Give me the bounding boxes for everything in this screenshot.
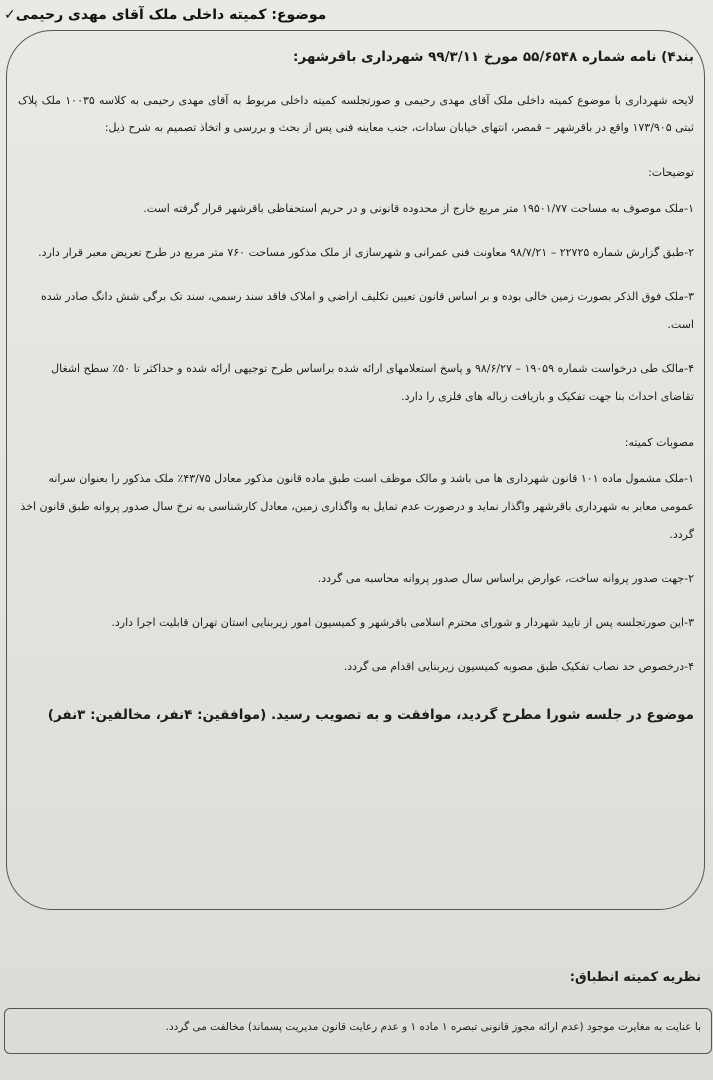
explanations-label: توضیحات: bbox=[648, 166, 694, 179]
explanation-item: ۱-ملک موصوف به مساحت ۱۹۵۰۱/۷۷ متر مربع خارج از محدوده قانونی و در حریم استحفاظی باقرشهر قرار گرفته است. bbox=[143, 202, 694, 215]
final-decision: موضوع در جلسه شورا مطرح گردید، موافقت و به تصویب رسید. (موافقین: ۴نفر، مخالفین: ۳نفر) bbox=[47, 707, 694, 723]
resolution-item: ۱-ملک مشمول ماده ۱۰۱ قانون شهرداری ها می باشد و مالک موظف است طبق ماده قانون مذکور معادل ۴۳/۷۵٪ ملک مذکور را بعنوان سرانه عمومی معابر به شهرداری باقرشهر واگذار نماید و درصورت عدم تمایل به واگذاری زمین، معادل کارشناسی به نرخ سال صدور پروانه طبق قانون اخذ گردد. bbox=[20, 472, 694, 541]
checkmark-icon: ✓ bbox=[4, 7, 16, 23]
explanation-item: ۴-مالک طی درخواست شماره ۱۹۰۵۹ – ۹۸/۶/۲۷ و پاسخ استعلامهای ارائه شده براساس طرح توجیهی ارائه شده و حداکثر تا ۵۰٪ سطح اشغال تقاضای احداث بنا جهت تفکیک و بازیافت زباله های فلزی را دارد. bbox=[51, 362, 694, 403]
resolution-item: ۴-درخصوص حد نصاب تفکیک طبق مصوبه کمیسیون زیربنایی اقدام می گردد. bbox=[343, 660, 694, 673]
item-heading: بند۴) نامه شماره ۵۵/۶۵۴۸ مورخ ۹۹/۳/۱۱ شهرداری باقرشهر: bbox=[293, 49, 694, 65]
resolution-item: ۳-این صورتجلسه پس از تایید شهردار و شورای محترم اسلامی باقرشهر و کمیسیون امور زیربنایی استان تهران قابلیت اجرا دارد. bbox=[111, 616, 694, 629]
subject-title: موضوع: کمیته داخلی ملک آقای مهدی رحیمی bbox=[15, 7, 327, 23]
explanation-item: ۲-طبق گزارش شماره ۲۲۷۲۵ – ۹۸/۷/۲۱ معاونت فنی عمرانی و شهرسازی از ملک مذکور مساحت ۷۶۰ متر مربع در طرح تعریض معبر قرار دارد. bbox=[38, 246, 694, 259]
intro-paragraph: لایحه شهرداری با موضوع کمیته داخلی ملک آقای مهدی رحیمی و صورتجلسه کمیته داخلی مربوط به آقای مهدی رحیمی به کلاسه ۱۰۰۳۵ ملک پلاک ثبتی ۱۷۳/۹۰۵ واقع در باقرشهر – قمصر، انتهای خیابان سادات، جنب معاینه فنی پس از بحث و بررسی و اتخاذ تصمیم به شرح ذیل: bbox=[18, 94, 695, 134]
subject-bar bbox=[0, 0, 713, 30]
committee-title: نظریه کمیته انطباق: bbox=[569, 970, 701, 985]
committee-note: با عنایت به مغایرت موجود (عدم ارائه مجوز قانونی تبصره ۱ ماده ۱ و عدم رعایت قانون مدیریت پسماند) مخالفت می گردد. bbox=[165, 1021, 701, 1033]
resolution-content bbox=[18, 45, 694, 741]
explanation-item: ۳-ملک فوق الذکر بصورت زمین خالی بوده و بر اساس قانون تعیین تکلیف اراضی و املاک فاقد سند رسمی، سند تک برگی شش دانگ صادر شده است. bbox=[40, 290, 694, 331]
resolutions-label: مصوبات کمیته: bbox=[624, 436, 694, 449]
resolution-item: ۲-جهت صدور پروانه ساخت، عوارض براساس سال صدور پروانه محاسبه می گردد. bbox=[317, 572, 694, 585]
committee-note-box bbox=[4, 1008, 712, 1054]
